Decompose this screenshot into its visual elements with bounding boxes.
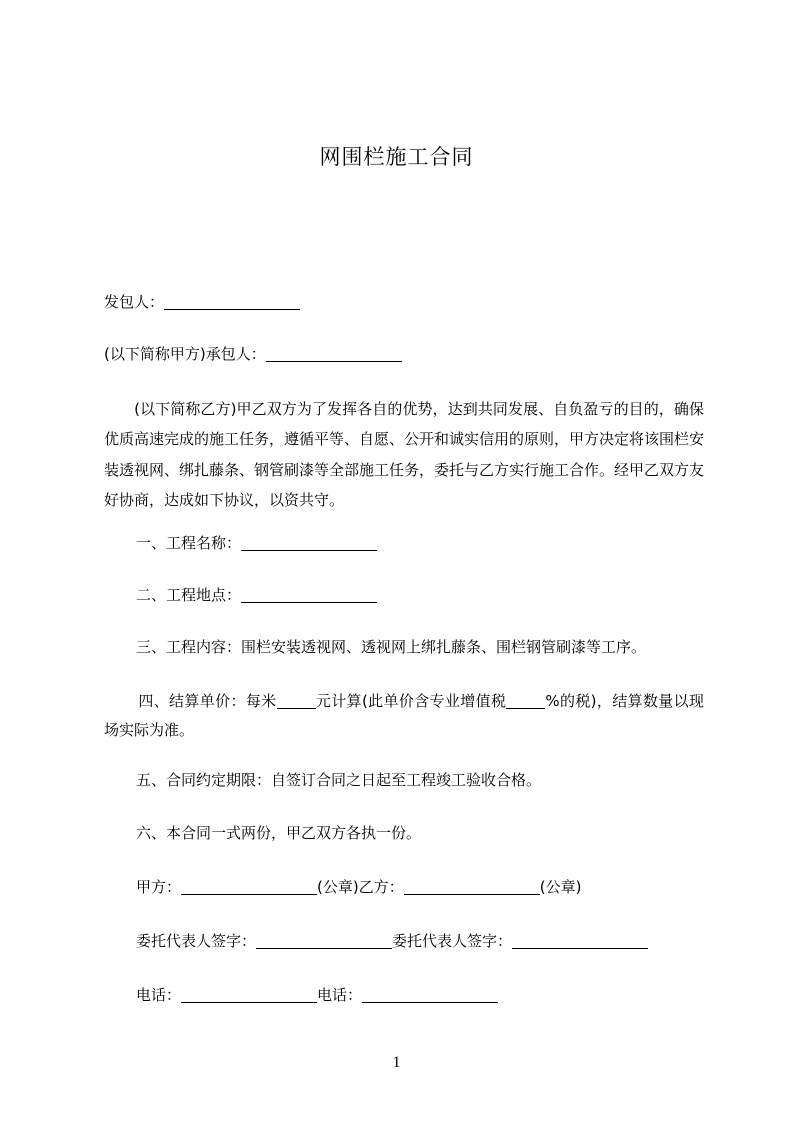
project-name-blank	[241, 534, 377, 551]
party-b-contractor-blank	[266, 345, 402, 362]
phone-b-blank	[362, 986, 498, 1003]
unit-price-blank	[277, 692, 316, 709]
party-b-signature-blank	[404, 878, 540, 895]
representative-line	[104, 930, 704, 952]
party-a-contractor-line	[104, 343, 704, 365]
representative-a-blank	[256, 932, 392, 949]
party-a-label: 甲方：	[136, 878, 182, 896]
contract-term-text: 五、合同约定期限：自签订合同之日起至工程竣工验收合格。	[136, 771, 542, 789]
copies-line	[104, 822, 704, 844]
phone-a-label: 电话：	[136, 986, 182, 1004]
project-location-blank	[241, 586, 377, 603]
party-a-signature-blank	[181, 878, 317, 895]
project-name-label: 一、工程名称：	[136, 534, 242, 552]
representative-a-label: 委托代表人签字：	[136, 932, 257, 950]
page-number: 1	[392, 1054, 401, 1071]
settlement-paragraph	[104, 687, 704, 746]
signature-party-line	[104, 876, 704, 898]
representative-b-label: 委托代表人签字：	[392, 932, 513, 950]
party-b-label: (公章)乙方：	[317, 878, 404, 896]
intro-paragraph: (以下简称乙方)甲乙双方为了发挥各自的优势，达到共同发展、自负盈亏的目的，确保优质高速完成的施工任务，遵循平等、自愿、公开和诚实信用的原则，甲方决定将该围栏安装透视网、绑扎藤条、钢管刷漆等全部施工任务，委托与乙方实行施工合作。经甲乙双方友好协商，达成如下协议，以资共守。	[104, 400, 705, 509]
party-b-seal-label: (公章)	[539, 878, 582, 896]
phone-a-blank	[181, 986, 317, 1003]
copies-text: 六、本合同一式两份，甲乙双方各执一份。	[136, 824, 422, 842]
project-content-text: 三、工程内容：围栏安装透视网、透视网上绑扎藤条、围栏钢管刷漆等工序。	[136, 638, 647, 656]
project-location-label: 二、工程地点：	[136, 586, 242, 604]
contractor-blank	[164, 293, 300, 310]
contract-term-line	[104, 769, 704, 791]
project-location-line	[104, 584, 704, 606]
settlement-prefix: 四、结算单价：每米	[138, 692, 277, 710]
party-a-contractor-label: (以下简称甲方)承包人：	[104, 345, 266, 363]
contractor-line	[104, 291, 704, 313]
project-content-line	[104, 636, 704, 658]
document-title: 网围栏施工合同	[319, 145, 474, 169]
representative-b-blank	[512, 932, 648, 949]
phone-line	[104, 984, 704, 1006]
tax-rate-blank	[506, 692, 545, 709]
phone-b-label: 电话：	[317, 986, 363, 1004]
settlement-middle: 元计算(此单价含专业增值税	[315, 692, 507, 710]
settlement-suffix: %的税)，结算数量以现场实际为准。	[104, 692, 704, 740]
contractor-label: 发包人：	[104, 293, 165, 311]
project-name-line	[104, 532, 704, 554]
